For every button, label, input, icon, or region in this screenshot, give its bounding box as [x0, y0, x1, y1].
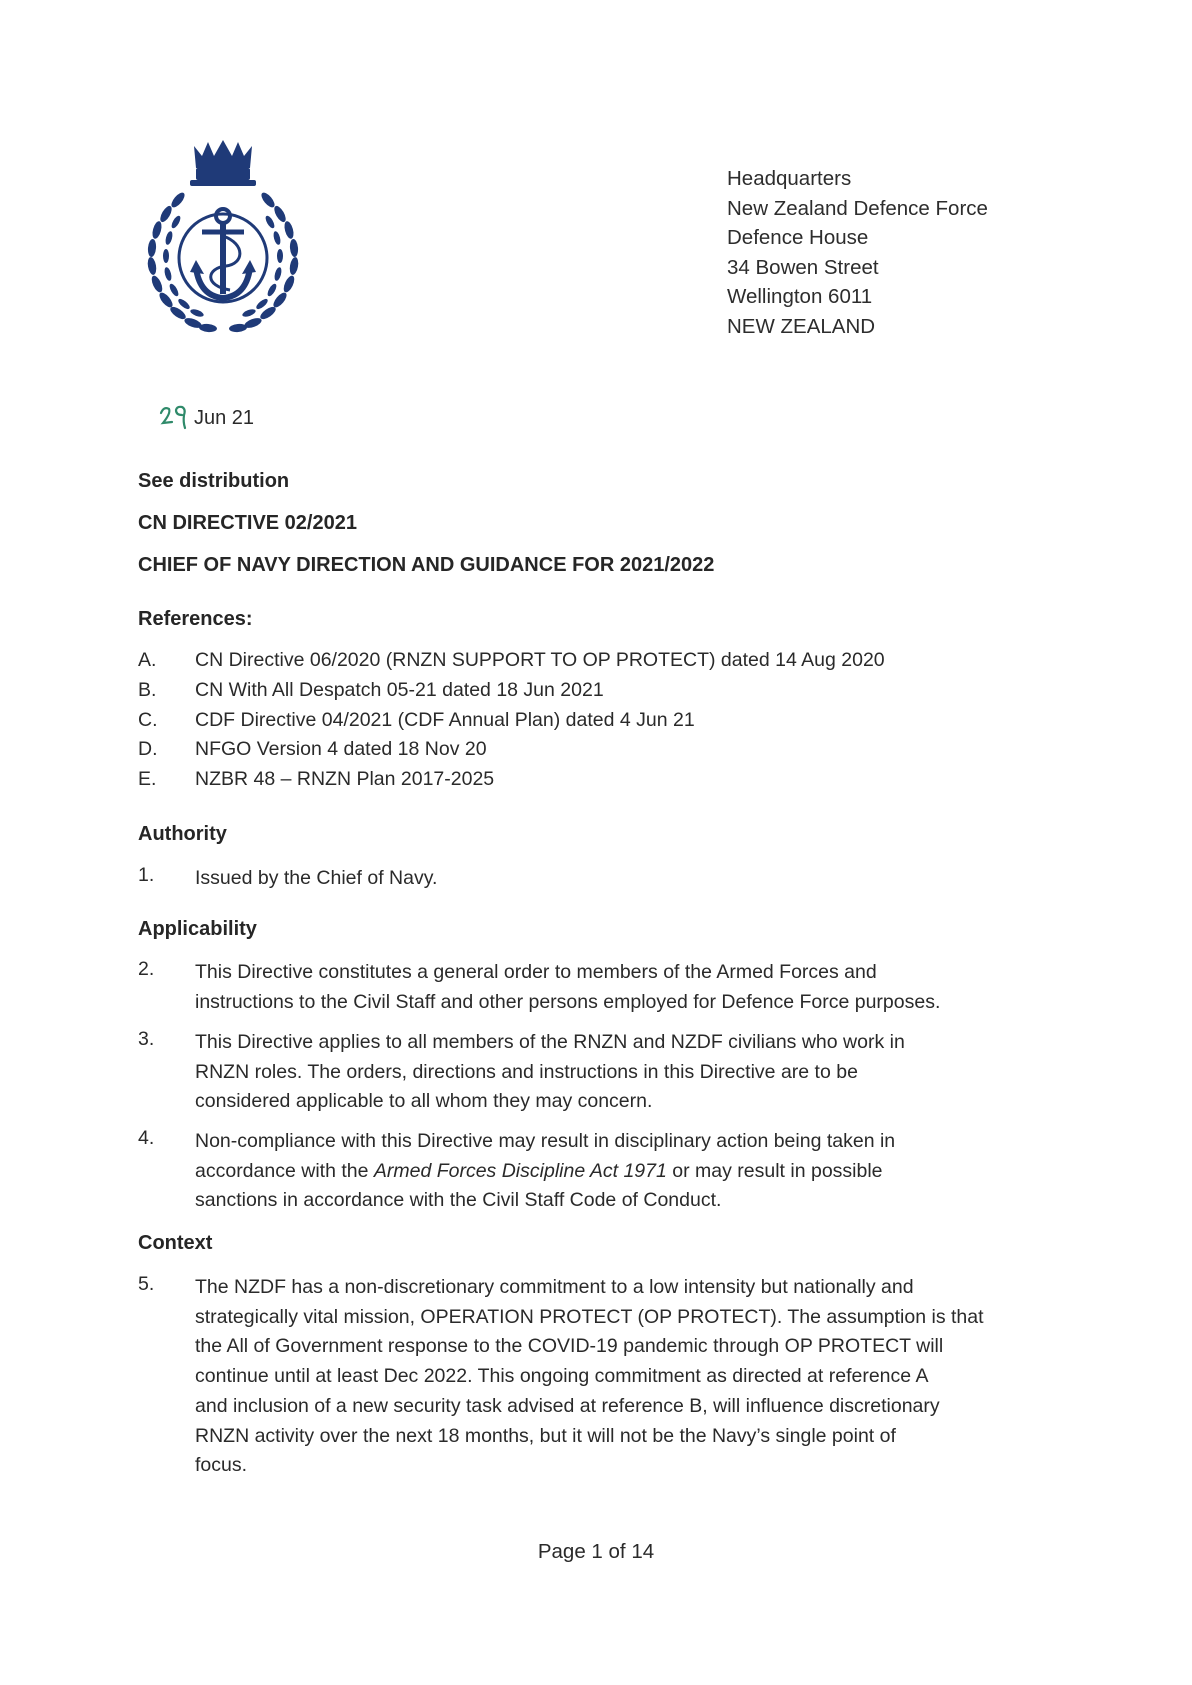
paragraph-line: RNZN activity over the next 18 months, but it will not be the Navy’s single point of: [195, 1424, 896, 1447]
handwritten-day: [158, 404, 190, 430]
act-title: Armed Forces Discipline Act 1971: [373, 1159, 667, 1182]
paragraph-line: [195, 1157, 1060, 1187]
paragraph-line: instructions to the Civil Staff and other persons employed for Defence Force purposes.: [195, 990, 941, 1013]
reference-letter: D.: [138, 738, 158, 760]
page-number: Page 1 of 14: [537, 1540, 655, 1563]
handwritten-day-text: [158, 404, 159, 405]
text-fragment: accordance with the: [195, 1159, 374, 1182]
paragraph-5: [138, 1273, 1058, 1481]
context-heading: Context: [138, 1232, 213, 1254]
paragraph-number: 1.: [138, 864, 155, 886]
paragraph-3: [138, 1028, 1058, 1117]
paragraph-line: The NZDF has a non-discretionary commitment to a low intensity but nationally and: [195, 1276, 914, 1298]
reference-letter: A.: [138, 649, 157, 671]
references-heading: References:: [138, 608, 253, 630]
address-line: Defence House: [727, 226, 869, 249]
reference-letter: C.: [138, 709, 158, 731]
paragraph-line: and inclusion of a new security task advised at reference B, will influence discretionary: [195, 1394, 940, 1417]
paragraph-line: This Directive constitutes a general order to members of the Armed Forces and: [195, 961, 877, 983]
address-line: Wellington 6011: [727, 285, 873, 308]
paragraph-line: RNZN roles. The orders, directions and instructions in this Directive are to be: [195, 1060, 858, 1083]
paragraph-line: strategically vital mission, OPERATION PROTECT (OP PROTECT). The assumption is that: [195, 1305, 984, 1328]
address-line: 34 Bowen Street: [727, 255, 879, 279]
paragraph-number: 2.: [138, 958, 155, 980]
paragraph-line: Non-compliance with this Directive may result in disciplinary action being taken in: [195, 1130, 896, 1152]
reference-text: NZBR 48 – RNZN Plan 2017-2025: [195, 768, 495, 790]
address-line: New Zealand Defence Force: [727, 196, 988, 220]
paragraph-number: 3.: [138, 1028, 155, 1050]
paragraph-line: This Directive applies to all members of the RNZN and NZDF civilians who work in: [195, 1031, 905, 1053]
paragraph-line: the All of Government response to the COVID-19 pandemic through OP PROTECT will: [195, 1335, 944, 1358]
paragraph-line: considered applicable to all whom they may concern.: [195, 1090, 653, 1113]
directive-number: CN DIRECTIVE 02/2021: [138, 512, 357, 534]
paragraph-line: Issued by the Chief of Navy.: [195, 867, 438, 889]
applicability-heading: Applicability: [138, 918, 257, 940]
reference-text: CN Directive 06/2020 (RNZN SUPPORT TO OP PROTECT) dated 14 Aug 2020: [195, 649, 885, 671]
paragraph-number: 4.: [138, 1127, 155, 1149]
reference-letter: E.: [138, 768, 157, 790]
paragraph-line: continue until at least Dec 2022. This ongoing commitment as directed at reference A: [195, 1365, 929, 1388]
paragraph-1: [138, 864, 1058, 894]
reference-text: CDF Directive 04/2021 (CDF Annual Plan) dated 4 Jun 21: [195, 709, 695, 731]
address-line: Headquarters: [727, 167, 852, 190]
authority-heading: Authority: [138, 823, 227, 845]
date-month-year: Jun 21: [194, 407, 255, 429]
reference-text: CN With All Despatch 05-21 dated 18 Jun 2021: [195, 679, 604, 701]
distribution-line: See distribution: [138, 470, 290, 492]
paragraph-line: sanctions in accordance with the Civil Staff Code of Conduct.: [195, 1189, 722, 1212]
letter-date: [158, 404, 254, 430]
document-title: CHIEF OF NAVY DIRECTION AND GUIDANCE FOR 2021/2022: [138, 554, 715, 576]
reference-text: NFGO Version 4 dated 18 Nov 20: [195, 738, 487, 760]
text-fragment: or may result in possible: [666, 1159, 883, 1182]
reference-letter: B.: [138, 679, 157, 701]
paragraph-number: 5.: [138, 1273, 155, 1295]
paragraph-2: [138, 958, 1058, 1017]
address-line: NEW ZEALAND: [727, 314, 876, 338]
paragraph-4: [138, 1127, 1058, 1216]
paragraph-line: focus.: [195, 1454, 248, 1477]
rnzn-crest-icon: [138, 140, 308, 350]
letterhead-address: [727, 164, 988, 341]
